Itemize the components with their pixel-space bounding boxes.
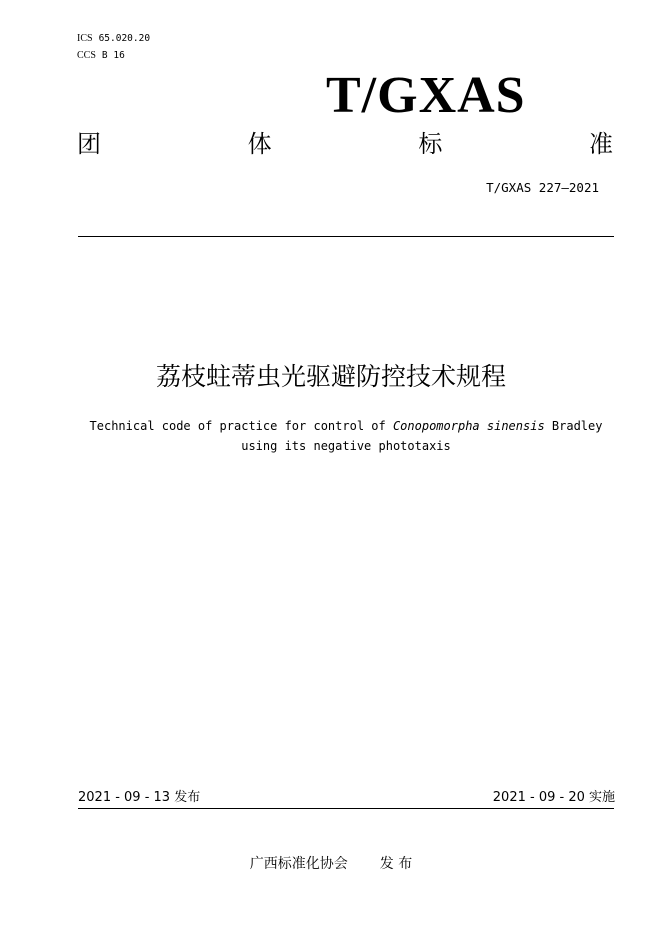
document-title-english [70, 416, 622, 456]
issue-date: 2021 - 09 - 13 发布 [78, 790, 201, 805]
ccs-code: B 16 [101, 50, 125, 61]
standard-type-char: 体 [247, 130, 272, 158]
ics-classification [77, 33, 150, 45]
standard-type [77, 126, 613, 162]
standard-number: T/GXAS 227—2021 [486, 180, 599, 195]
standard-type-char: 准 [588, 130, 613, 158]
publisher-name: 广西标准化协会 [249, 856, 348, 872]
standard-logo: T/GXAS [326, 67, 526, 124]
ccs-classification [77, 50, 125, 62]
document-title-chinese: 荔枝蛀蒂虫光驱避防控技术规程 [155, 362, 506, 391]
title-english-part: Technical code of practice for control of [89, 419, 393, 433]
header-divider [78, 236, 614, 237]
implementation-date: 2021 - 09 - 20 实施 [492, 790, 615, 805]
ccs-label: CCS [77, 50, 96, 61]
footer-divider [78, 808, 614, 809]
publisher-action: 发 布 [379, 856, 413, 872]
standard-type-char: 标 [418, 130, 443, 158]
scientific-name: Conopomorpha sinensis [392, 419, 545, 433]
ics-code: 65.020.20 [98, 33, 151, 44]
standard-type-char: 团 [77, 130, 101, 158]
title-english-part: Bradley using its negative phototaxis [241, 419, 603, 453]
ics-label: ICS [77, 33, 93, 44]
publisher-line [0, 854, 662, 874]
